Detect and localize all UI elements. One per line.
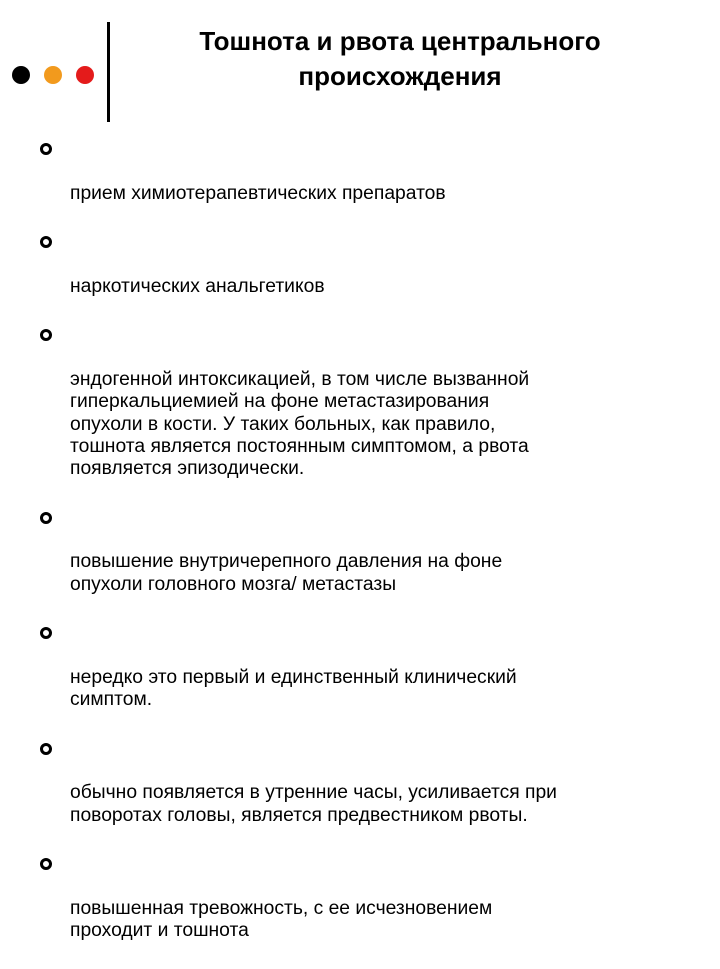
list-item — [40, 324, 690, 502]
list-item-text: повышенная тревожность, с ее исчезновением проходит и тошнота — [70, 897, 493, 942]
slide-title — [120, 24, 680, 94]
circle-bullet-icon — [40, 627, 52, 639]
orange-dot-icon — [44, 66, 62, 84]
vertical-divider — [107, 22, 110, 122]
slide-title-line-2: происхождения — [298, 61, 502, 91]
circle-bullet-icon — [40, 512, 52, 524]
list-item-text: эндогенной интоксикацией, в том числе вызванной гиперкальциемией на фоне метастазирования опухоли в кости. У таких больных, как правило, тошнота является постоянным симптомом, а рвота появляется эпизодически. — [70, 368, 530, 480]
list-item-text: нередко это первый и единственный клинический симптом. — [70, 666, 517, 711]
list-item — [40, 622, 690, 733]
list-item-text: обычно появляется в утренние часы, усиливается при поворотах головы, является предвестником рвоты. — [70, 782, 557, 826]
circle-bullet-icon — [40, 858, 52, 870]
list-item — [40, 738, 690, 849]
circle-bullet-icon — [40, 743, 52, 755]
list-item — [40, 853, 690, 964]
list-item-text: повышение внутричерепного давления на фоне опухоли головного мозга/ метастазы — [70, 551, 503, 595]
slide-title-line-1: Тошнота и рвота центрального — [199, 26, 601, 56]
decorative-dots — [12, 66, 96, 84]
circle-bullet-icon — [40, 143, 52, 155]
red-dot-icon — [76, 66, 94, 84]
bullet-list — [40, 138, 690, 969]
list-item — [40, 231, 690, 320]
list-item — [40, 507, 690, 618]
circle-bullet-icon — [40, 329, 52, 341]
list-item-text: наркотических анальгетиков — [70, 275, 325, 297]
list-item — [40, 138, 690, 227]
black-dot-icon — [12, 66, 30, 84]
list-item-text: прием химиотерапевтических препаратов — [70, 182, 446, 204]
circle-bullet-icon — [40, 236, 52, 248]
